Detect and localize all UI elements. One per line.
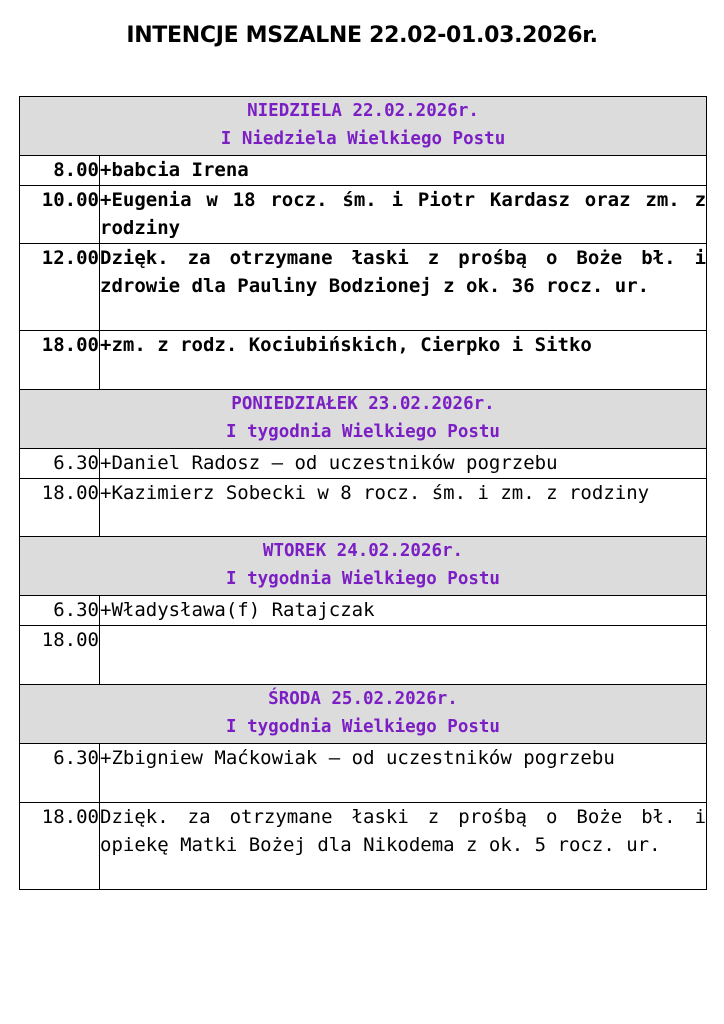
mass-time: 12.00 [20,244,100,331]
mass-intention [100,626,707,685]
mass-time: 18.00 [20,331,100,390]
mass-row [20,744,707,803]
mass-row [20,803,707,890]
mass-time: 8.00 [20,156,100,186]
mass-time: 6.30 [20,744,100,803]
mass-time: 18.00 [20,626,100,685]
intentions-table [19,96,707,890]
mass-intention: Dzięk. za otrzymane łaski z prośbą o Boże bł. i opiekę Matki Bożej dla Nikodema z ok. 5 rocz. ur. [100,803,707,890]
mass-row [20,186,707,244]
mass-intention: +Zbigniew Maćkowiak – od uczestników pogrzebu [100,744,707,803]
day-subheading: I tygodnia Wielkiego Postu [226,717,500,737]
mass-intention: Dzięk. za otrzymane łaski z prośbą o Boże bł. i zdrowie dla Pauliny Bodzionej z ok. 36 rocz. ur. [100,244,707,331]
day-header [20,537,707,596]
mass-intention: +Daniel Radosz – od uczestników pogrzebu [100,449,707,479]
mass-intention: +Eugenia w 18 rocz. śm. i Piotr Kardasz oraz zm. z rodziny [100,186,707,244]
day-header [20,97,707,156]
mass-intention: +zm. z rodz. Kociubińskich, Cierpko i Sitko [100,331,707,390]
mass-row [20,479,707,537]
mass-time: 10.00 [20,186,100,244]
mass-row [20,626,707,685]
day-heading: PONIEDZIAŁEK 23.02.2026r. [231,394,495,414]
document-title: INTENCJE MSZALNE 22.02-01.03.2026r. [126,23,598,48]
mass-intention: +babcia Irena [100,156,707,186]
mass-row [20,331,707,390]
day-subheading: I tygodnia Wielkiego Postu [226,569,500,589]
day-header-row [20,537,707,596]
day-heading: WTOREK 24.02.2026r. [262,541,464,561]
day-header [20,685,707,744]
day-heading: ŚRODA 25.02.2026r. [268,689,458,709]
day-subheading: I Niedziela Wielkiego Postu [220,129,506,149]
mass-intention: +Kazimierz Sobecki w 8 rocz. śm. i zm. z rodziny [100,479,707,537]
mass-row [20,596,707,626]
mass-row [20,449,707,479]
mass-row [20,244,707,331]
mass-time: 18.00 [20,479,100,537]
mass-time: 18.00 [20,803,100,890]
day-header-row [20,97,707,156]
day-header [20,390,707,449]
mass-time: 6.30 [20,449,100,479]
day-header-row [20,390,707,449]
day-heading: NIEDZIELA 22.02.2026r. [247,101,479,121]
day-subheading: I tygodnia Wielkiego Postu [226,422,500,442]
mass-intention: +Władysława(f) Ratajczak [100,596,707,626]
day-header-row [20,685,707,744]
mass-row [20,156,707,186]
mass-time: 6.30 [20,596,100,626]
